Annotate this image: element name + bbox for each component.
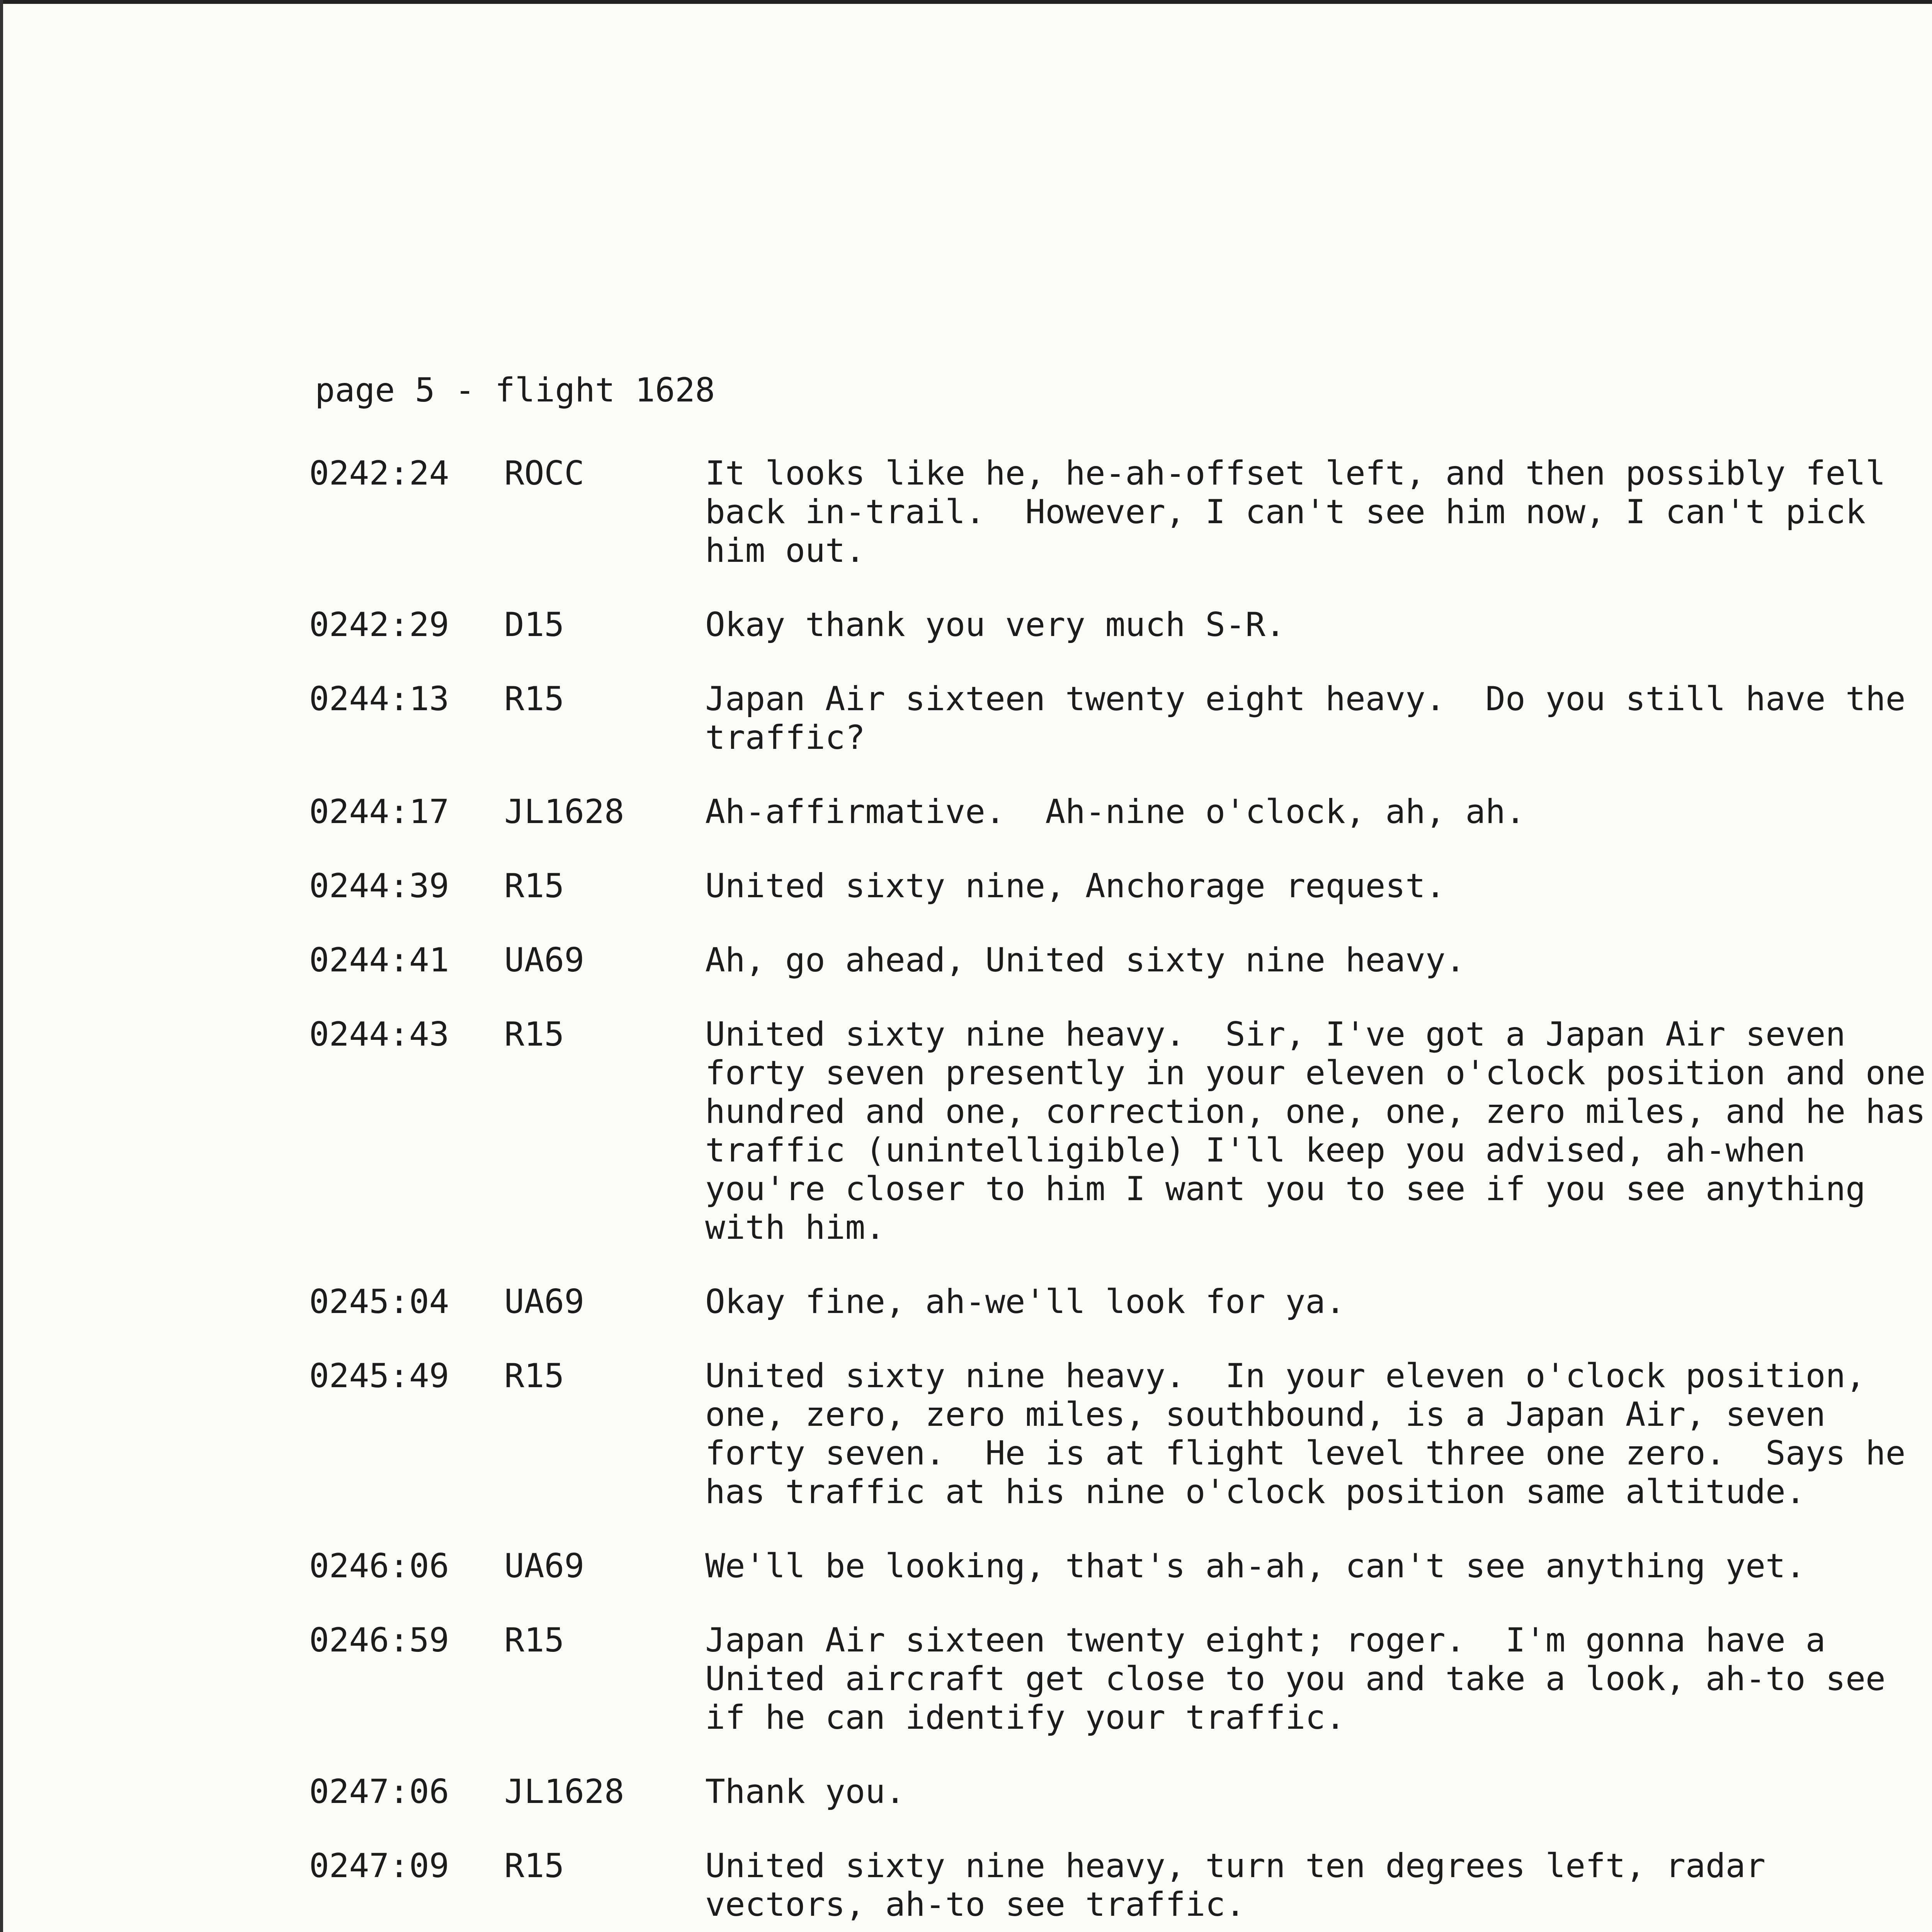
scan-edge-top: [0, 0, 1932, 4]
row-text: United sixty nine heavy. Sir, I've got a Japan Air seven forty seven presently in your eleven o'clock position and one hundred and one, correction, one, one, zero miles, and he has traffic (unintelligible) I'll keep you advised, ah-when you're closer to him I want you to see if you see anything with him.: [705, 1015, 1926, 1247]
row-speaker: UA69: [504, 1547, 585, 1585]
row-time: 0247:06: [309, 1772, 449, 1811]
transcript-row: [309, 605, 1932, 644]
row-speaker: D15: [504, 605, 565, 644]
transcript-row: [309, 454, 1932, 570]
transcript-row: [309, 1847, 1932, 1924]
row-speaker: R15: [504, 680, 565, 718]
row-text: Japan Air sixteen twenty eight; roger. I'm gonna have a United aircraft get close to you and take a look, ah-to see if he can identify your traffic.: [705, 1621, 1886, 1737]
transcript-row: [309, 1772, 1932, 1811]
row-text: Thank you.: [705, 1772, 905, 1811]
row-text: United sixty nine, Anchorage request.: [705, 867, 1446, 905]
row-text: Okay thank you very much S-R.: [705, 605, 1286, 644]
row-speaker: R15: [504, 1621, 565, 1660]
transcript-row: [309, 793, 1932, 831]
row-text: United sixty nine heavy, turn ten degrees left, radar vectors, ah-to see traffic.: [705, 1847, 1766, 1924]
transcript-row: [309, 1015, 1932, 1247]
row-time: 0244:13: [309, 680, 449, 718]
row-text: It looks like he, he-ah-offset left, and then possibly fell back in-trail. However, I can't see him now, I can't pick him out.: [705, 454, 1886, 570]
transcript-row: [309, 1357, 1932, 1511]
transcript: [309, 454, 1932, 1932]
transcript-row: [309, 1621, 1932, 1737]
row-text: Japan Air sixteen twenty eight heavy. Do you still have the traffic?: [705, 680, 1906, 757]
page-header: page 5 - flight 1628: [315, 371, 715, 410]
row-speaker: UA69: [504, 1282, 585, 1321]
row-time: 0244:39: [309, 867, 449, 905]
row-time: 0246:06: [309, 1547, 449, 1585]
row-time: 0242:24: [309, 454, 449, 493]
row-time: 0247:09: [309, 1847, 449, 1885]
row-speaker: JL1628: [504, 793, 624, 831]
row-speaker: R15: [504, 867, 565, 905]
scan-edge-left: [0, 0, 3, 1932]
row-text: We'll be looking, that's ah-ah, can't see anything yet.: [705, 1547, 1806, 1585]
row-speaker: R15: [504, 1357, 565, 1395]
transcript-row: [309, 941, 1932, 980]
transcript-row: [309, 1282, 1932, 1321]
row-time: 0244:41: [309, 941, 449, 980]
row-time: 0244:43: [309, 1015, 449, 1054]
transcript-row: [309, 1547, 1932, 1585]
transcript-row: [309, 867, 1932, 905]
row-speaker: R15: [504, 1015, 565, 1054]
row-time: 0242:29: [309, 605, 449, 644]
row-text: Ah, go ahead, United sixty nine heavy.: [705, 941, 1466, 980]
row-time: 0246:59: [309, 1621, 449, 1660]
row-speaker: JL1628: [504, 1772, 624, 1811]
row-time: 0245:49: [309, 1357, 449, 1395]
row-time: 0244:17: [309, 793, 449, 831]
row-text: Ah-affirmative. Ah-nine o'clock, ah, ah.: [705, 793, 1526, 831]
row-speaker: R15: [504, 1847, 565, 1885]
row-time: 0245:04: [309, 1282, 449, 1321]
row-speaker: UA69: [504, 941, 585, 980]
row-speaker: ROCC: [504, 454, 585, 493]
transcript-row: [309, 680, 1932, 757]
row-text: Okay fine, ah-we'll look for ya.: [705, 1282, 1345, 1321]
row-text: United sixty nine heavy. In your eleven o'clock position, one, zero, zero miles, southbound, is a Japan Air, seven forty seven. He is at flight level three one zero. Says he has traffic at his nine o'clock position same altitude.: [705, 1357, 1906, 1511]
